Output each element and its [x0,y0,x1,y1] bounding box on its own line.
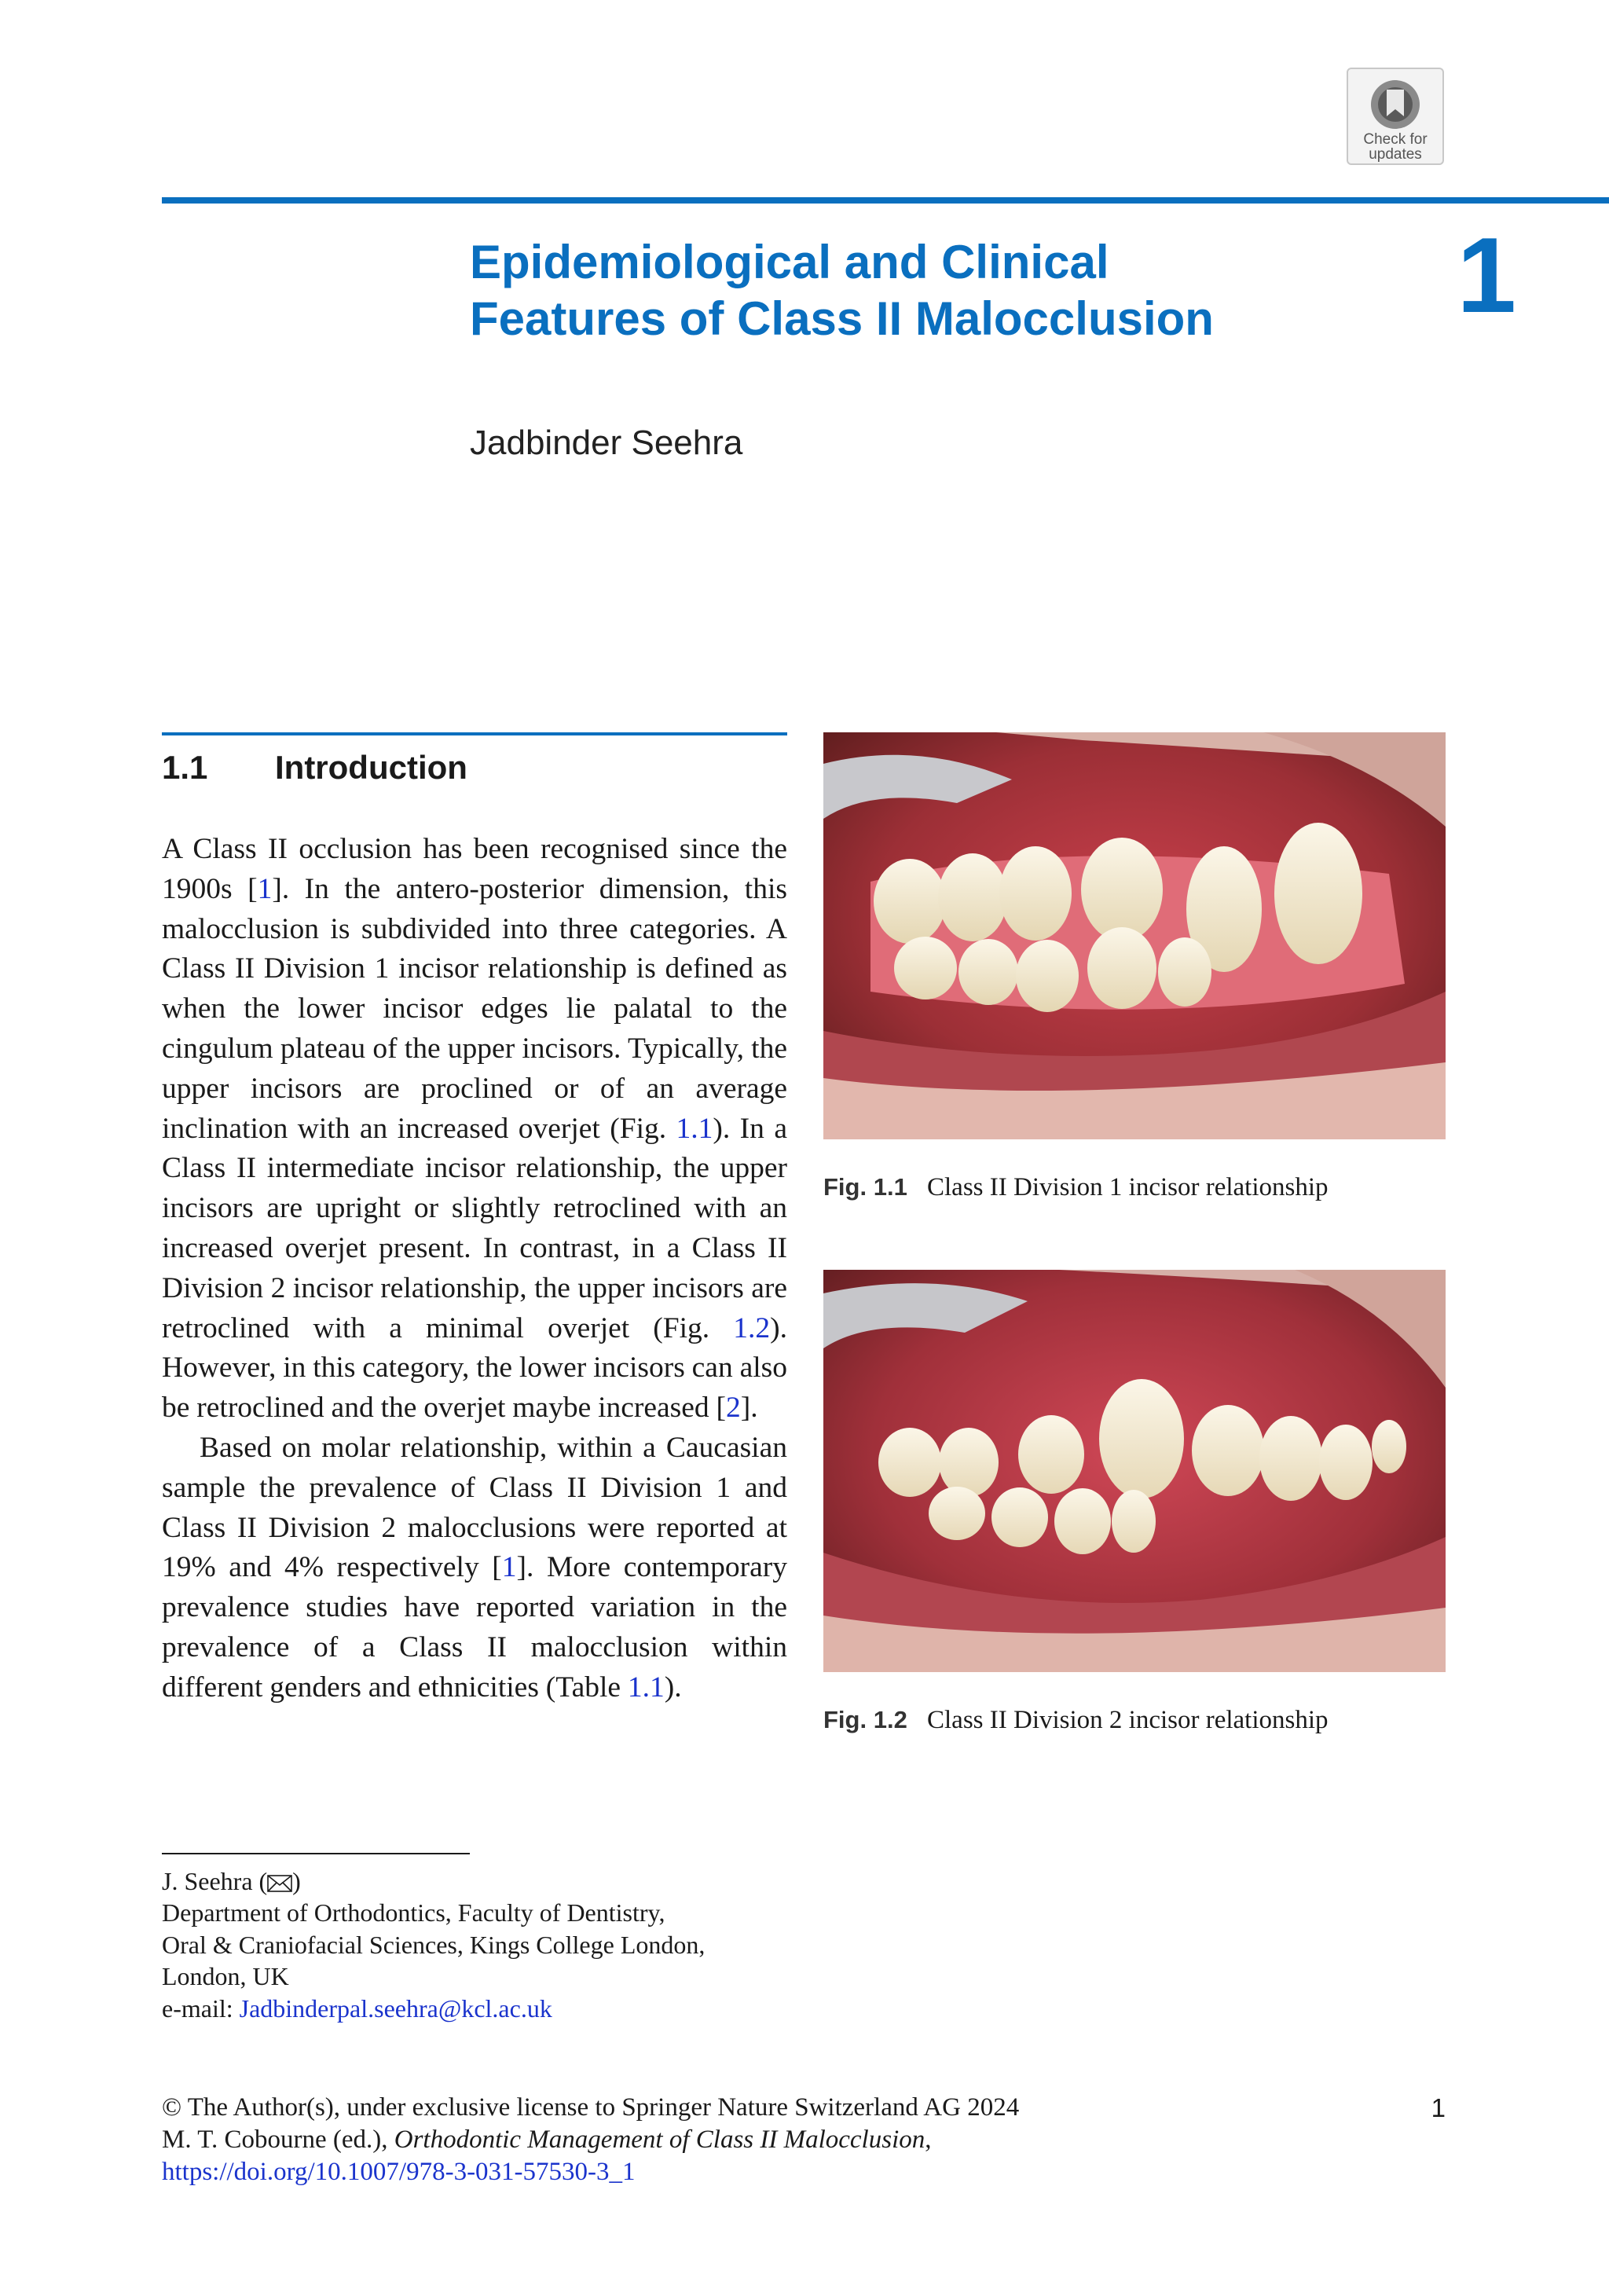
chapter-author: Jadbinder Seehra [470,424,743,462]
citation-link[interactable]: 1 [257,872,273,905]
citation-link[interactable]: 1.1 [627,1671,665,1704]
citation-link[interactable]: 2 [726,1392,741,1425]
paragraph-text: ]. More contemporary prevalence studies have reported variation in the prevalence of a Class II malocclusion within different genders and ethnicities (Table [162,1551,787,1704]
chapter-title-line-1: Epidemiological and Clinical [470,236,1109,288]
paragraph-text: ). However, in this category, the lower incisors can also be retroclined and the overjet maybe increased [ [162,1311,787,1425]
section-number: 1.1 [162,749,208,786]
figure-1-1-label: Fig. 1.1 [823,1173,907,1201]
paragraph-text: ]. [740,1392,758,1425]
paragraph-text: ). In a Class II intermediate incisor relationship, the upper incisors are upright or slightly retroclined with an increased overjet present. In contrast, in a Class II Division 2 incisor relationship, the upper incisors are retroclined with a minimal overjet (Fig. [162,1112,787,1344]
section-title: Introduction [275,749,467,786]
envelope-icon[interactable] [267,1875,292,1892]
paragraph-text: ]. In the antero-posterior dimension, this malocclusion is subdivided into three categories. A Class II Division 1 incisor relationship is defined as when the lower incisor edges lie palatal to the cingulum plateau of the upper incisors. Typically, the upper incisors are proclined or of an average inclination with an increased overjet (Fig. [162,872,787,1145]
footnote-name-close: ) [292,1867,301,1895]
copyright-line-2-end: , [925,2125,932,2154]
figure-1-2-label: Fig. 1.2 [823,1706,907,1733]
copyright-block [162,2092,1019,2188]
paragraph-text: A Class II occlusion has been recognised since the 1900s [ [162,833,787,905]
footnote-affiliation-line-1: Department of Orthodontics, Faculty of Dentistry, [162,1898,665,1927]
section-heading [162,746,467,789]
figure-1-2-caption [823,1704,1452,1737]
chapter-top-rule [162,197,1609,204]
paragraph-text: ). [664,1671,682,1704]
footnote-affiliation-line-2: Oral & Craniofacial Sciences, Kings College London, [162,1930,706,1959]
body-text [162,830,787,1708]
page-number: 1 [1431,2093,1446,2122]
figure-1-1-caption-text: Class II Division 1 incisor relationship [927,1173,1329,1201]
chapter-number: 1 [1457,215,1516,335]
footnote-email-link[interactable]: Jadbinderpal.seehra@kcl.ac.uk [239,1993,552,2023]
badge-line-2: updates [1369,146,1422,163]
footnote-email-prefix: e-mail: [162,1993,240,2023]
footnote-affiliation-line-3: London, UK [162,1962,289,1991]
figure-1-1-photo [823,732,1446,1139]
citation-link[interactable]: 1.2 [733,1311,771,1344]
copyright-book-title: Orthodontic Management of Class II Malocclusion [394,2125,925,2154]
figure-1-1-caption [823,1171,1452,1204]
figure-1-2-photo [823,1270,1446,1672]
chapter-title [470,234,1334,347]
paragraph-text: Based on molar relationship, within a Caucasian sample the prevalence of Class II Division 1 and Class II Division 2 malocclusions were reported at 19% and 4% respectively [ [162,1431,787,1584]
footnote-name: J. Seehra ( [162,1867,268,1895]
copyright-line-1: © The Author(s), under exclusive license to Springer Nature Switzerland AG 2024 [162,2093,1020,2122]
bookmark-ribbon-icon [1369,79,1421,130]
paragraph-2 [162,1429,787,1708]
citation-link[interactable]: 1 [501,1551,517,1584]
chapter-title-line-2: Features of Class II Malocclusion [470,292,1214,345]
copyright-editor: M. T. Cobourne (ed.), [162,2125,394,2154]
doi-link[interactable]: https://doi.org/10.1007/978-3-031-57530-3_1 [162,2158,636,2186]
badge-line-1: Check for [1363,131,1428,148]
section-rule [162,732,787,735]
check-for-updates-badge[interactable] [1347,68,1444,165]
figure-1-2-caption-text: Class II Division 2 incisor relationship [927,1706,1329,1734]
footnote-rule [162,1853,470,1854]
author-footnote [162,1865,705,2024]
citation-link[interactable]: 1.1 [676,1112,713,1145]
paragraph-1 [162,830,787,1429]
